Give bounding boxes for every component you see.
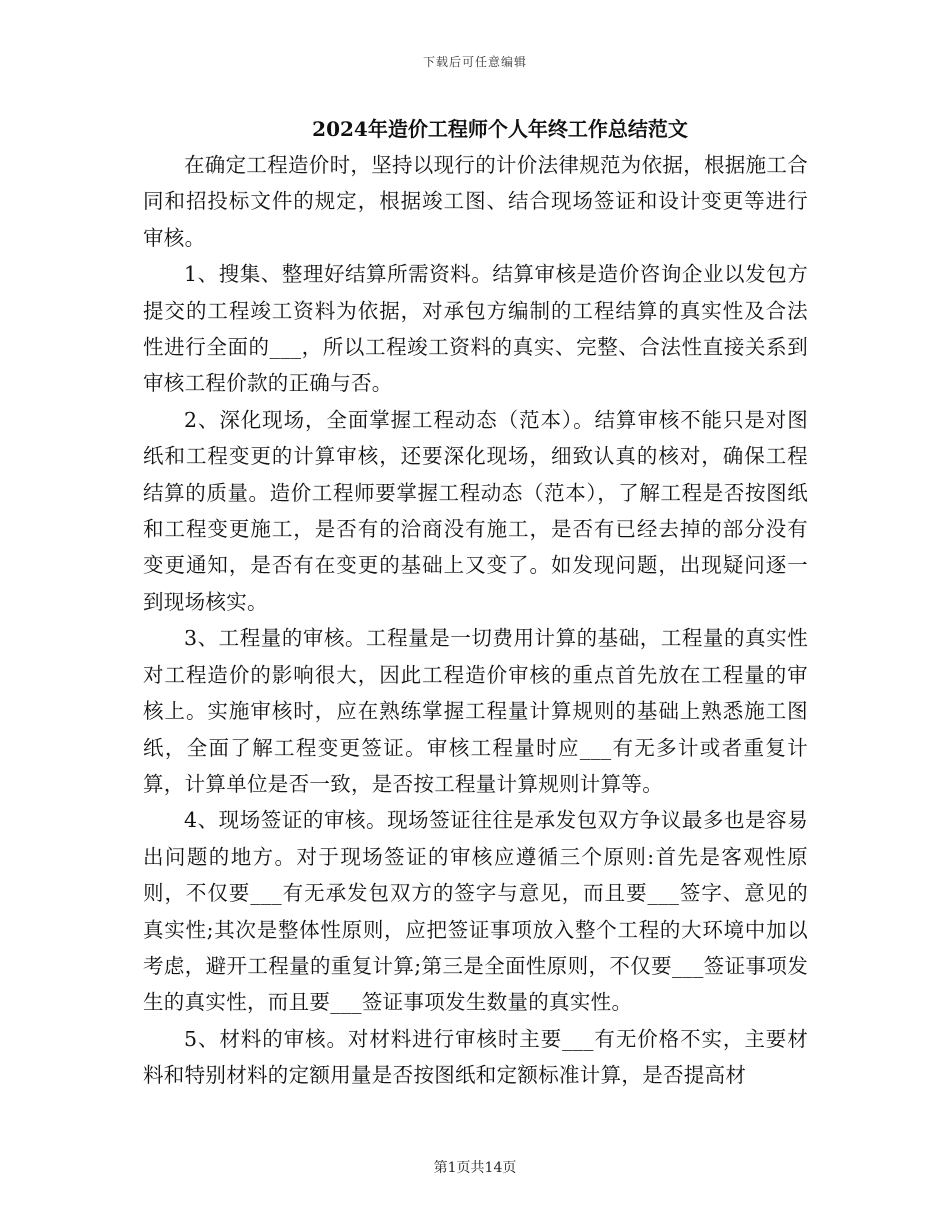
document-title: 2024年造价工程师个人年终工作总结范文 [312,117,688,141]
header-note: 下载后可任意编辑 [422,55,527,69]
paragraph-5: 5、材料的审核。对材料进行审核时主要___有无价格不实，主要材料和特别材料的定额用量是否按图纸和定额标准计算，是否提高材 [143,1026,808,1088]
paragraph-4: 4、现场签证的审核。现场签证往往是承发包双方争议最多也是容易出问题的地方。对于现场签证的审核应遵循三个原则:首先是客观性原则，不仅要___有无承发包双方的签字与意见，而且要___签字、意见的真实性;其次是整体性原则，应把签证事项放入整个工程的大环境中加以考虑，避开工程量的重复计算;第三是全面性原则，不仅要___签证事项发生的真实性，而且要___签证事项发生数量的真实性。 [143,808,808,1015]
page-number: 第1页共14页 [433,1160,517,1176]
paragraph-2: 2、深化现场，全面掌握工程动态（范本）。结算审核不能只是对图纸和工程变更的计算审核，还要深化现场，细致认真的核对，确保工程结算的质量。造价工程师要掌握工程动态（范本），了解工程是否按图纸和工程变更施工，是否有的洽商没有施工，是否有已经去掉的部分没有变更通知，是否有在变更的基础上又变了。如发现问题，出现疑问逐一到现场核实。 [143,407,808,614]
paragraph-1: 1、搜集、整理好结算所需资料。结算审核是造价咨询企业以发包方提交的工程竣工资料为依据，对承包方编制的工程结算的真实性及合法性进行全面的___，所以工程竣工资料的真实、完整、合法性直接关系到审核工程价款的正确与否。 [143,262,808,396]
paragraph-intro: 在确定工程造价时，坚持以现行的计价法律规范为依据，根据施工合同和招投标文件的规定，根据竣工图、结合现场签证和设计变更等进行审核。 [143,153,808,250]
document-body [143,147,808,1094]
paragraph-3: 3、工程量的审核。工程量是一切费用计算的基础，工程量的真实性对工程造价的影响很大，因此工程造价审核的重点首先放在工程量的审核上。实施审核时，应在熟练掌握工程量计算规则的基础上熟悉施工图纸，全面了解工程变更签证。审核工程量时应___有无多计或者重复计算，计算单位是否一致，是否按工程量计算规则计算等。 [143,626,808,796]
